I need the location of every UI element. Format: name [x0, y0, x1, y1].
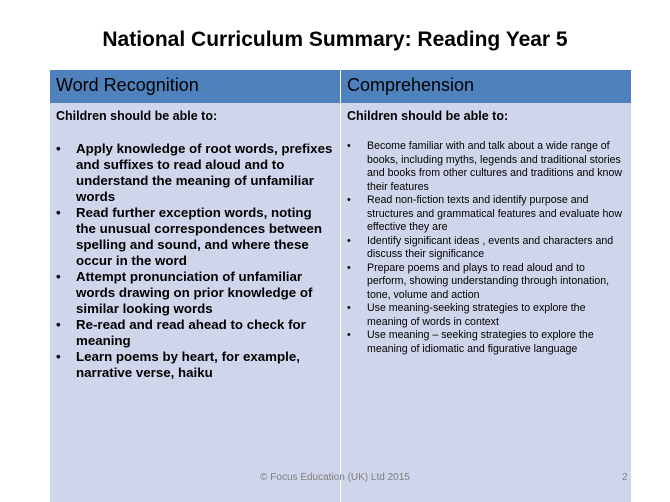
- comprehension-list: [341, 123, 631, 356]
- list-item: • Read non-fiction texts and identify purpose and structures and grammatical features and evaluate how effective they are: [347, 194, 622, 233]
- list-item: • Learn poems by heart, for example, narrative verse, haiku: [56, 349, 300, 380]
- word-recognition-cell: [50, 103, 341, 502]
- word-recognition-list: [50, 123, 340, 381]
- word-recognition-intro: Children should be able to:: [56, 109, 218, 123]
- curriculum-table: [50, 70, 631, 502]
- page-number: 2: [622, 472, 628, 483]
- list-item: • Use meaning – seeking strategies to explore the meaning of idiomatic and figurative language: [347, 329, 594, 355]
- header-comprehension: Comprehension: [341, 70, 632, 103]
- comprehension-intro: Children should be able to:: [347, 109, 509, 123]
- list-item: • Apply knowledge of root words, prefixes and suffixes to read aloud and to understand the meaning of unfamiliar words: [56, 141, 333, 204]
- list-item: • Prepare poems and plays to read aloud and to perform, showing understanding through intonation, tone, volume and action: [347, 261, 610, 301]
- comprehension-cell: [341, 103, 632, 502]
- footer-copyright: © Focus Education (UK) Ltd 2015: [260, 472, 410, 483]
- list-item: • Become familiar with and talk about a wide range of books, including myths, legends and traditional stories and books from other cultures and traditions and know their features: [347, 140, 622, 193]
- list-item: • Identify significant ideas , events and characters and discuss their significance: [347, 234, 614, 260]
- page-title: National Curriculum Summary: Reading Year 5: [102, 28, 568, 51]
- list-item: • Re-read and read ahead to check for meaning: [56, 317, 306, 348]
- list-item: • Attempt pronunciation of unfamiliar words drawing on prior knowledge of similar looking words: [56, 269, 313, 316]
- header-word-recognition: Word Recognition: [50, 70, 341, 103]
- list-item: • Read further exception words, noting the unusual correspondences between spelling and sound, and where these occur in the word: [56, 205, 323, 268]
- list-item: • Use meaning-seeking strategies to explore the meaning of words in context: [347, 302, 586, 328]
